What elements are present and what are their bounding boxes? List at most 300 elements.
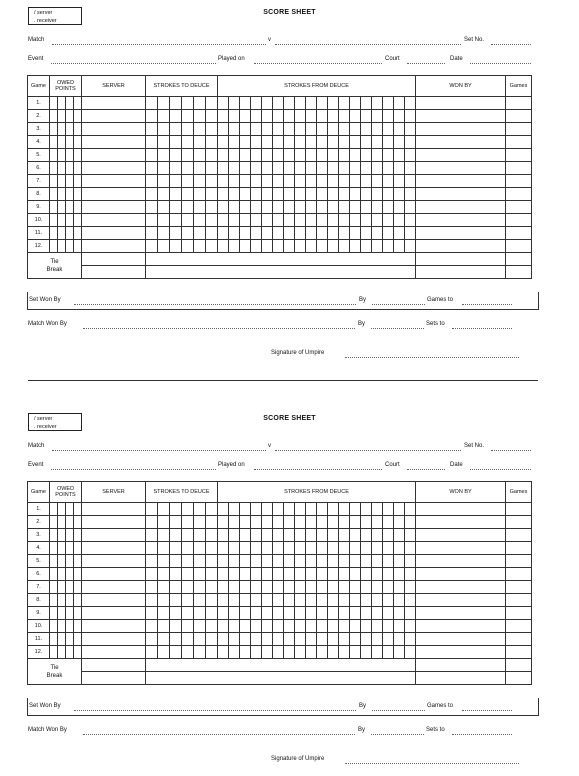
score-cell[interactable] — [182, 175, 194, 188]
score-cell[interactable] — [218, 516, 229, 529]
score-cell[interactable] — [229, 136, 240, 149]
score-cell[interactable] — [339, 633, 350, 646]
score-cell[interactable] — [273, 568, 284, 581]
score-cell[interactable] — [339, 149, 350, 162]
score-cell[interactable] — [383, 542, 394, 555]
score-cell[interactable] — [339, 97, 350, 110]
score-cell[interactable] — [206, 581, 218, 594]
score-cell[interactable] — [295, 581, 306, 594]
score-cell[interactable] — [194, 568, 206, 581]
score-cell[interactable] — [240, 542, 251, 555]
score-cell[interactable] — [251, 188, 262, 201]
score-cell[interactable] — [273, 97, 284, 110]
score-cell[interactable] — [361, 503, 372, 516]
score-cell[interactable] — [218, 201, 229, 214]
score-cell[interactable] — [284, 214, 295, 227]
score-cell[interactable] — [158, 240, 170, 253]
score-cell[interactable] — [284, 136, 295, 149]
score-cell[interactable] — [328, 581, 339, 594]
score-cell[interactable] — [306, 646, 317, 659]
score-cell[interactable] — [251, 633, 262, 646]
score-cell[interactable] — [66, 214, 74, 227]
score-cell[interactable] — [328, 529, 339, 542]
score-cell[interactable] — [350, 162, 361, 175]
score-cell[interactable] — [194, 162, 206, 175]
score-cell[interactable] — [416, 149, 506, 162]
score-cell[interactable] — [317, 136, 328, 149]
score-cell[interactable] — [328, 97, 339, 110]
score-cell[interactable] — [506, 672, 532, 685]
score-cell[interactable] — [206, 110, 218, 123]
score-cell[interactable] — [328, 175, 339, 188]
score-cell[interactable] — [66, 123, 74, 136]
score-cell[interactable] — [206, 240, 218, 253]
score-cell[interactable] — [405, 620, 416, 633]
score-cell[interactable] — [273, 542, 284, 555]
score-cell[interactable] — [218, 594, 229, 607]
score-cell[interactable] — [74, 136, 82, 149]
score-cell[interactable] — [350, 175, 361, 188]
score-cell[interactable] — [372, 568, 383, 581]
score-cell[interactable] — [58, 503, 66, 516]
score-cell[interactable] — [194, 581, 206, 594]
score-cell[interactable] — [74, 123, 82, 136]
score-cell[interactable] — [66, 646, 74, 659]
score-cell[interactable] — [158, 607, 170, 620]
score-cell[interactable] — [372, 620, 383, 633]
score-cell[interactable] — [372, 123, 383, 136]
score-cell[interactable] — [182, 123, 194, 136]
score-cell[interactable] — [170, 503, 182, 516]
score-cell[interactable] — [206, 149, 218, 162]
score-cell[interactable] — [58, 633, 66, 646]
score-cell[interactable] — [170, 646, 182, 659]
score-cell[interactable] — [506, 110, 532, 123]
score-cell[interactable] — [146, 136, 158, 149]
score-cell[interactable] — [82, 672, 146, 685]
score-cell[interactable] — [328, 555, 339, 568]
score-cell[interactable] — [416, 646, 506, 659]
score-cell[interactable] — [394, 633, 405, 646]
score-cell[interactable] — [50, 175, 58, 188]
score-cell[interactable] — [66, 201, 74, 214]
court-field[interactable] — [407, 469, 445, 470]
score-cell[interactable] — [416, 594, 506, 607]
score-cell[interactable] — [158, 162, 170, 175]
score-cell[interactable] — [273, 162, 284, 175]
score-cell[interactable] — [50, 529, 58, 542]
score-cell[interactable] — [74, 646, 82, 659]
score-cell[interactable] — [383, 594, 394, 607]
score-cell[interactable] — [182, 646, 194, 659]
score-cell[interactable] — [416, 110, 506, 123]
score-cell[interactable] — [146, 620, 158, 633]
score-cell[interactable] — [146, 646, 158, 659]
score-cell[interactable] — [206, 201, 218, 214]
score-cell[interactable] — [284, 555, 295, 568]
score-cell[interactable] — [74, 149, 82, 162]
score-cell[interactable] — [339, 240, 350, 253]
score-cell[interactable] — [251, 607, 262, 620]
score-cell[interactable] — [240, 97, 251, 110]
score-cell[interactable] — [273, 620, 284, 633]
score-cell[interactable] — [416, 633, 506, 646]
score-cell[interactable] — [58, 607, 66, 620]
score-cell[interactable] — [218, 542, 229, 555]
score-cell[interactable] — [394, 503, 405, 516]
score-cell[interactable] — [66, 136, 74, 149]
score-cell[interactable] — [82, 175, 146, 188]
score-cell[interactable] — [416, 123, 506, 136]
score-cell[interactable] — [506, 136, 532, 149]
score-cell[interactable] — [317, 149, 328, 162]
score-cell[interactable] — [273, 214, 284, 227]
score-cell[interactable] — [58, 581, 66, 594]
score-cell[interactable] — [284, 201, 295, 214]
score-cell[interactable] — [273, 227, 284, 240]
score-cell[interactable] — [361, 542, 372, 555]
score-cell[interactable] — [262, 227, 273, 240]
score-cell[interactable] — [229, 149, 240, 162]
score-cell[interactable] — [295, 555, 306, 568]
score-cell[interactable] — [372, 175, 383, 188]
score-cell[interactable] — [262, 175, 273, 188]
score-cell[interactable] — [306, 581, 317, 594]
score-cell[interactable] — [229, 123, 240, 136]
score-cell[interactable] — [361, 227, 372, 240]
score-cell[interactable] — [66, 503, 74, 516]
score-cell[interactable] — [506, 175, 532, 188]
score-cell[interactable] — [158, 149, 170, 162]
score-cell[interactable] — [339, 136, 350, 149]
score-cell[interactable] — [158, 503, 170, 516]
score-cell[interactable] — [383, 136, 394, 149]
score-cell[interactable] — [58, 97, 66, 110]
score-cell[interactable] — [82, 620, 146, 633]
score-cell[interactable] — [194, 529, 206, 542]
score-cell[interactable] — [361, 529, 372, 542]
score-cell[interactable] — [82, 607, 146, 620]
score-cell[interactable] — [273, 646, 284, 659]
score-cell[interactable] — [317, 214, 328, 227]
score-cell[interactable] — [229, 568, 240, 581]
score-cell[interactable] — [50, 646, 58, 659]
score-cell[interactable] — [66, 542, 74, 555]
score-cell[interactable] — [317, 240, 328, 253]
score-cell[interactable] — [506, 149, 532, 162]
score-cell[interactable] — [251, 123, 262, 136]
score-cell[interactable] — [158, 594, 170, 607]
score-cell[interactable] — [66, 594, 74, 607]
tie-break-strokes-cell[interactable] — [146, 253, 416, 266]
score-cell[interactable] — [66, 529, 74, 542]
match-player-b-field[interactable] — [275, 44, 461, 45]
match-by-field[interactable] — [371, 734, 424, 735]
score-cell[interactable] — [328, 162, 339, 175]
score-cell[interactable] — [405, 594, 416, 607]
score-cell[interactable] — [218, 568, 229, 581]
score-cell[interactable] — [328, 503, 339, 516]
score-cell[interactable] — [170, 110, 182, 123]
score-cell[interactable] — [50, 227, 58, 240]
score-cell[interactable] — [229, 594, 240, 607]
score-cell[interactable] — [146, 568, 158, 581]
score-cell[interactable] — [229, 620, 240, 633]
score-cell[interactable] — [74, 555, 82, 568]
score-cell[interactable] — [194, 633, 206, 646]
score-cell[interactable] — [158, 581, 170, 594]
score-cell[interactable] — [82, 581, 146, 594]
score-cell[interactable] — [339, 214, 350, 227]
score-cell[interactable] — [339, 555, 350, 568]
score-cell[interactable] — [372, 594, 383, 607]
tie-break-strokes-cell[interactable] — [146, 659, 416, 672]
score-cell[interactable] — [328, 594, 339, 607]
score-cell[interactable] — [146, 162, 158, 175]
score-cell[interactable] — [206, 516, 218, 529]
score-cell[interactable] — [339, 568, 350, 581]
score-cell[interactable] — [506, 201, 532, 214]
score-cell[interactable] — [317, 529, 328, 542]
score-cell[interactable] — [394, 555, 405, 568]
score-cell[interactable] — [506, 646, 532, 659]
score-cell[interactable] — [506, 253, 532, 266]
score-cell[interactable] — [262, 620, 273, 633]
score-cell[interactable] — [262, 516, 273, 529]
score-cell[interactable] — [405, 529, 416, 542]
score-cell[interactable] — [295, 136, 306, 149]
score-cell[interactable] — [170, 240, 182, 253]
score-cell[interactable] — [306, 240, 317, 253]
score-cell[interactable] — [66, 175, 74, 188]
score-cell[interactable] — [82, 227, 146, 240]
score-cell[interactable] — [146, 227, 158, 240]
score-cell[interactable] — [361, 581, 372, 594]
score-cell[interactable] — [405, 542, 416, 555]
score-cell[interactable] — [317, 123, 328, 136]
score-cell[interactable] — [383, 581, 394, 594]
score-cell[interactable] — [405, 136, 416, 149]
score-cell[interactable] — [206, 136, 218, 149]
score-cell[interactable] — [66, 227, 74, 240]
score-cell[interactable] — [350, 97, 361, 110]
score-cell[interactable] — [394, 162, 405, 175]
score-cell[interactable] — [66, 607, 74, 620]
score-cell[interactable] — [405, 516, 416, 529]
score-cell[interactable] — [194, 555, 206, 568]
score-cell[interactable] — [317, 594, 328, 607]
score-cell[interactable] — [218, 646, 229, 659]
score-cell[interactable] — [50, 110, 58, 123]
score-cell[interactable] — [262, 136, 273, 149]
score-cell[interactable] — [251, 136, 262, 149]
score-cell[interactable] — [58, 594, 66, 607]
score-cell[interactable] — [262, 123, 273, 136]
score-cell[interactable] — [361, 162, 372, 175]
score-cell[interactable] — [194, 620, 206, 633]
score-cell[interactable] — [251, 516, 262, 529]
score-cell[interactable] — [506, 568, 532, 581]
score-cell[interactable] — [66, 516, 74, 529]
score-cell[interactable] — [170, 529, 182, 542]
score-cell[interactable] — [405, 568, 416, 581]
score-cell[interactable] — [372, 581, 383, 594]
score-cell[interactable] — [273, 175, 284, 188]
score-cell[interactable] — [284, 503, 295, 516]
score-cell[interactable] — [328, 646, 339, 659]
score-cell[interactable] — [372, 149, 383, 162]
score-cell[interactable] — [339, 110, 350, 123]
score-cell[interactable] — [306, 188, 317, 201]
score-cell[interactable] — [240, 214, 251, 227]
score-cell[interactable] — [206, 227, 218, 240]
score-cell[interactable] — [416, 672, 506, 685]
score-cell[interactable] — [66, 633, 74, 646]
score-cell[interactable] — [383, 162, 394, 175]
score-cell[interactable] — [58, 227, 66, 240]
score-cell[interactable] — [58, 646, 66, 659]
score-cell[interactable] — [339, 123, 350, 136]
score-cell[interactable] — [306, 594, 317, 607]
score-cell[interactable] — [405, 97, 416, 110]
score-cell[interactable] — [317, 555, 328, 568]
score-cell[interactable] — [82, 266, 146, 279]
score-cell[interactable] — [416, 503, 506, 516]
score-cell[interactable] — [240, 633, 251, 646]
score-cell[interactable] — [405, 555, 416, 568]
score-cell[interactable] — [506, 659, 532, 672]
score-cell[interactable] — [273, 110, 284, 123]
score-cell[interactable] — [50, 594, 58, 607]
score-cell[interactable] — [82, 253, 146, 266]
score-cell[interactable] — [50, 162, 58, 175]
score-cell[interactable] — [74, 516, 82, 529]
score-cell[interactable] — [74, 110, 82, 123]
score-cell[interactable] — [416, 659, 506, 672]
score-cell[interactable] — [328, 240, 339, 253]
score-cell[interactable] — [146, 97, 158, 110]
score-cell[interactable] — [229, 97, 240, 110]
score-cell[interactable] — [170, 227, 182, 240]
score-cell[interactable] — [82, 529, 146, 542]
score-cell[interactable] — [158, 633, 170, 646]
score-cell[interactable] — [66, 568, 74, 581]
score-cell[interactable] — [350, 568, 361, 581]
score-cell[interactable] — [394, 568, 405, 581]
score-cell[interactable] — [240, 646, 251, 659]
set-won-by-field[interactable] — [74, 710, 356, 711]
score-cell[interactable] — [82, 123, 146, 136]
score-cell[interactable] — [194, 136, 206, 149]
score-cell[interactable] — [416, 542, 506, 555]
score-cell[interactable] — [416, 240, 506, 253]
score-cell[interactable] — [218, 188, 229, 201]
score-cell[interactable] — [170, 97, 182, 110]
score-cell[interactable] — [50, 607, 58, 620]
score-cell[interactable] — [194, 594, 206, 607]
score-cell[interactable] — [58, 240, 66, 253]
score-cell[interactable] — [240, 188, 251, 201]
score-cell[interactable] — [372, 110, 383, 123]
score-cell[interactable] — [372, 529, 383, 542]
score-cell[interactable] — [251, 201, 262, 214]
score-cell[interactable] — [361, 568, 372, 581]
score-cell[interactable] — [218, 555, 229, 568]
score-cell[interactable] — [58, 162, 66, 175]
score-cell[interactable] — [273, 123, 284, 136]
set-won-by-field[interactable] — [74, 304, 356, 305]
score-cell[interactable] — [506, 162, 532, 175]
score-cell[interactable] — [240, 503, 251, 516]
score-cell[interactable] — [170, 633, 182, 646]
score-cell[interactable] — [218, 620, 229, 633]
score-cell[interactable] — [58, 123, 66, 136]
score-cell[interactable] — [50, 555, 58, 568]
score-cell[interactable] — [206, 175, 218, 188]
score-cell[interactable] — [506, 266, 532, 279]
score-cell[interactable] — [328, 516, 339, 529]
score-cell[interactable] — [146, 581, 158, 594]
score-cell[interactable] — [405, 227, 416, 240]
played-on-field[interactable] — [254, 469, 382, 470]
score-cell[interactable] — [405, 581, 416, 594]
played-on-field[interactable] — [254, 63, 382, 64]
score-cell[interactable] — [306, 214, 317, 227]
score-cell[interactable] — [306, 227, 317, 240]
score-cell[interactable] — [194, 110, 206, 123]
score-cell[interactable] — [74, 97, 82, 110]
score-cell[interactable] — [328, 188, 339, 201]
score-cell[interactable] — [50, 214, 58, 227]
score-cell[interactable] — [306, 503, 317, 516]
court-field[interactable] — [407, 63, 445, 64]
score-cell[interactable] — [506, 555, 532, 568]
score-cell[interactable] — [229, 633, 240, 646]
score-cell[interactable] — [306, 555, 317, 568]
score-cell[interactable] — [328, 214, 339, 227]
score-cell[interactable] — [416, 555, 506, 568]
score-cell[interactable] — [273, 188, 284, 201]
score-cell[interactable] — [317, 620, 328, 633]
score-cell[interactable] — [182, 240, 194, 253]
score-cell[interactable] — [306, 123, 317, 136]
score-cell[interactable] — [182, 542, 194, 555]
score-cell[interactable] — [361, 97, 372, 110]
score-cell[interactable] — [82, 542, 146, 555]
score-cell[interactable] — [383, 201, 394, 214]
score-cell[interactable] — [74, 240, 82, 253]
score-cell[interactable] — [328, 110, 339, 123]
score-cell[interactable] — [158, 516, 170, 529]
score-cell[interactable] — [394, 542, 405, 555]
score-cell[interactable] — [416, 214, 506, 227]
score-cell[interactable] — [251, 227, 262, 240]
score-cell[interactable] — [251, 529, 262, 542]
score-cell[interactable] — [194, 175, 206, 188]
score-cell[interactable] — [317, 542, 328, 555]
score-cell[interactable] — [251, 555, 262, 568]
score-cell[interactable] — [218, 633, 229, 646]
score-cell[interactable] — [229, 555, 240, 568]
score-cell[interactable] — [361, 594, 372, 607]
score-cell[interactable] — [206, 620, 218, 633]
score-cell[interactable] — [229, 175, 240, 188]
score-cell[interactable] — [182, 594, 194, 607]
score-cell[interactable] — [273, 594, 284, 607]
score-cell[interactable] — [306, 542, 317, 555]
score-cell[interactable] — [182, 110, 194, 123]
score-cell[interactable] — [383, 516, 394, 529]
